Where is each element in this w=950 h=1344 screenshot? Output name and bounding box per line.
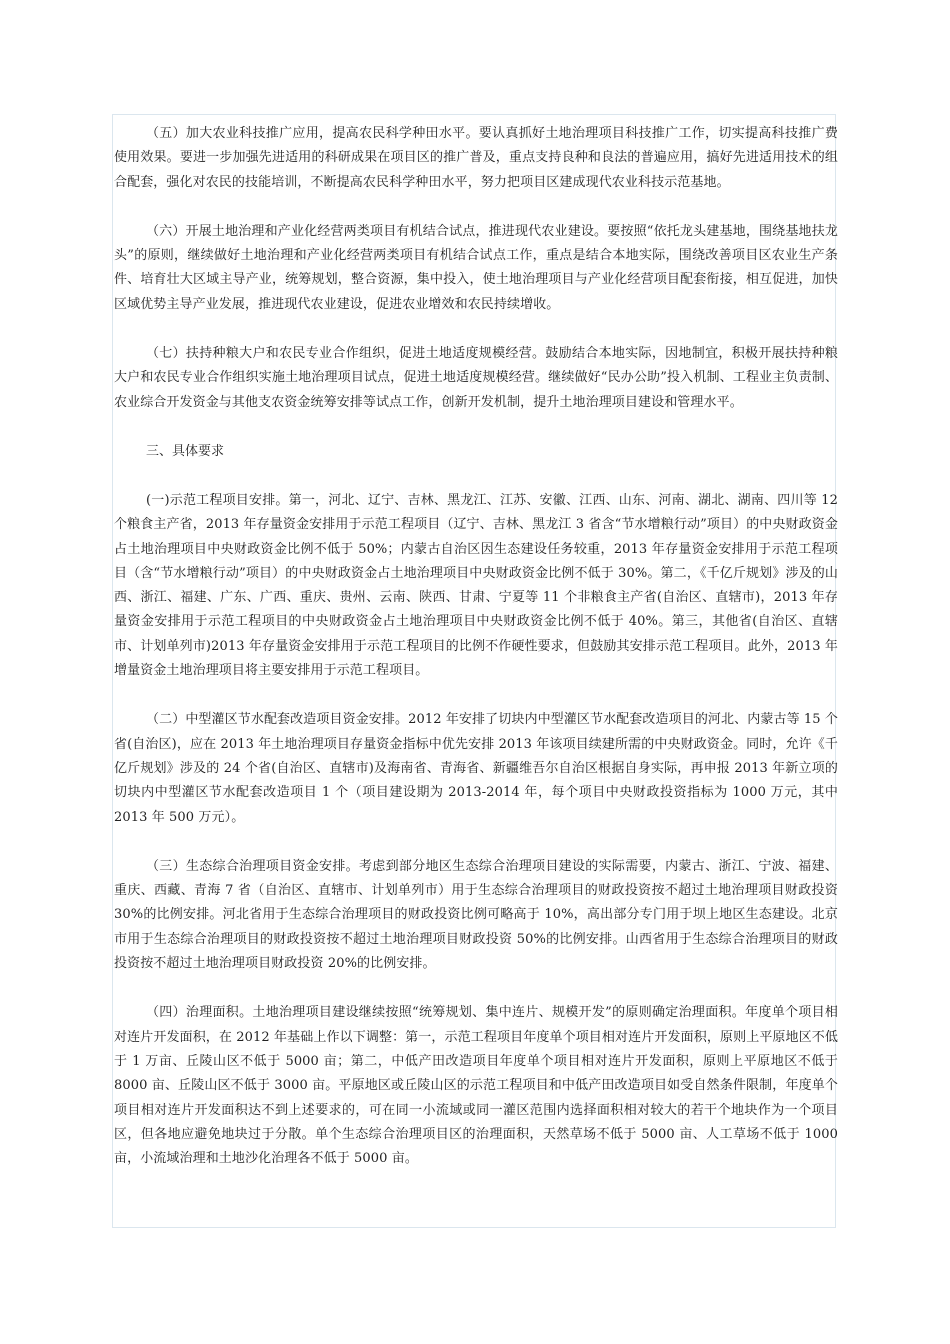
requirement-3: （三）生态综合治理项目资金安排。考虑到部分地区生态综合治理项目建设的实际需要，内蒙古、浙江、宁波、福建、重庆、西藏、青海 7 省（自治区、直辖市、计划单列市）用于生态综合治理项目的财政投资按不超过土地治理项目财政投资 30%的比例安排。河北省用于生态综合治理项目的财政投资比例可略高于 10%，高出部分专门用于坝上地区生态建设。北京市用于生态综合治理项目的财政投资按不超过土地治理项目财政投资 50%的比例安排。山西省用于生态综合治理项目的财政投资按不超过土地治理项目财政投资 20%的比例安排。 bbox=[114, 858, 838, 972]
paragraph-6: （六）开展土地治理和产业化经营两类项目有机结合试点，推进现代农业建设。要按照“依托龙头建基地，围绕基地扶龙头”的原则，继续做好土地治理和产业化经营两类项目有机结合试点工作，重点是结合本地实际，围绕改善项目区农业生产条件、培育壮大区域主导产业，统筹规划，整合资源，集中投入，使土地治理项目与产业化经营项目配套衔接，相互促进，加快区域优势主导产业发展，推进现代农业建设，促进农业增效和农民持续增收。 bbox=[114, 223, 838, 312]
document-body bbox=[114, 122, 838, 1171]
paragraph-7: （七）扶持种粮大户和农民专业合作组织，促进土地适度规模经营。鼓励结合本地实际，因地制宜，积极开展扶持种粮大户和农民专业合作组织实施土地治理项目试点，促进土地适度规模经营。继续做好“民办公助”投入机制、工程业主负责制、农业综合开发资金与其他支农资金统筹安排等试点工作，创新开发机制，提升土地治理项目建设和管理水平。 bbox=[114, 346, 838, 410]
requirement-1: (一)示范工程项目安排。第一，河北、辽宁、吉林、黑龙江、江苏、安徽、江西、山东、河南、湖北、湖南、四川等 12 个粮食主产省，2013 年存量资金安排用于示范工程项目（辽宁、吉林、黑龙江 3 省含“节水增粮行动”项目）的中央财政资金占土地治理项目中央财政资金比例不低于 50%；内蒙古自治区因生态建设任务较重，2013 年存量资金安排用于示范工程项目（含“节水增粮行动”项目）的中央财政资金占土地治理项目中央财政资金比例不低于 30%。第二，《千亿斤规划》涉及的山西、浙江、福建、广东、广西、重庆、贵州、云南、陕西、甘肃、宁夏等 11 个非粮食主产省(自治区、直辖市)，2013 年存量资金安排用于示范工程项目的中央财政资金占土地治理项目中央财政资金比例不低于 40%。第三，其他省(自治区、直辖市、计划单列市)2013 年存量资金安排用于示范工程项目的比例不作硬性要求，但鼓励其安排示范工程项目。此外，2013 年增量资金土地治理项目将主要安排用于示范工程项目。 bbox=[114, 492, 838, 679]
section-heading: 三、具体要求 bbox=[146, 443, 225, 459]
requirement-4: （四）治理面积。土地治理项目建设继续按照“统筹规划、集中连片、规模开发”的原则确定治理面积。年度单个项目相对连片开发面积，在 2012 年基础上作以下调整：第一，示范工程项目年度单个项目相对连片开发面积，原则上平原地区不低于 1 万亩、丘陵山区不低于 5000 亩；第二，中低产田改造项目年度单个项目相对连片开发面积，原则上平原地区不低于 8000 亩、丘陵山区不低于 3000 亩。平原地区或丘陵山区的示范工程项目和中低产田改造项目如受自然条件限制，年度单个项目相对连片开发面积达不到上述要求的，可在同一小流域或同一灌区范围内选择面积相对较大的若干个地块作为一个项目区，但各地应避免地块过于分散。单个生态综合治理项目区的治理面积，天然草场不低于 5000 亩、人工草场不低于 1000 亩，小流域治理和土地沙化治理各不低于 5000 亩。 bbox=[114, 1005, 838, 1167]
paragraph-5: （五）加大农业科技推广应用，提高农民科学种田水平。要认真抓好土地治理项目科技推广工作，切实提高科技推广费使用效果。要进一步加强先进适用的科研成果在项目区的推广普及，重点支持良种和良法的普遍应用，搞好先进适用技术的组合配套，强化对农民的技能培训，不断提高农民科学种田水平，努力把项目区建成现代农业科技示范基地。 bbox=[114, 126, 838, 190]
requirement-2: （二）中型灌区节水配套改造项目资金安排。2012 年安排了切块内中型灌区节水配套改造项目的河北、内蒙古等 15 个省(自治区)，应在 2013 年土地治理项目存量资金指标中优先安排 2013 年该项目续建所需的中央财政资金。同时，允许《千亿斤规划》涉及的 24 个省(自治区、直辖市)及海南省、青海省、新疆维吾尔自治区根据自身实际，再申报 2013 年新立项的切块内中型灌区节水配套改造项目 1 个（项目建设期为 2013-2014 年，每个项目中央财政投资指标为 1000 万元，其中 2013 年 500 万元）。 bbox=[114, 712, 838, 825]
